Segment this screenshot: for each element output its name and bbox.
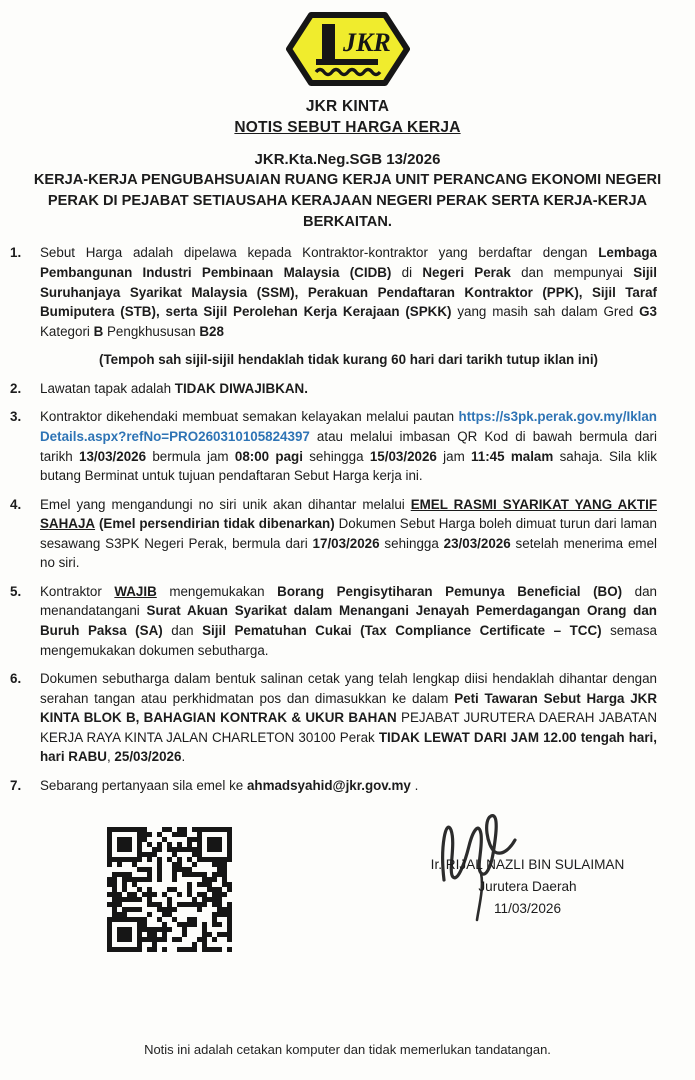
- notice-item: [0, 243, 695, 341]
- hyperlink[interactable]: https://s3pk.perak.gov.my/IklanDetails.aspx?refNo=PRO260310105824397: [40, 409, 657, 444]
- notice-item: [0, 407, 695, 485]
- notice-list: [0, 243, 695, 795]
- item-text: Sebarang pertanyaan sila emel ke ahmadsyahid@jkr.gov.my .: [40, 777, 419, 793]
- organization-name: JKR KINTA: [305, 98, 390, 115]
- project-title: KERJA-KERJA PENGUBAHSUAIAN RUANG KERJA UNIT PERANCANG EKONOMI NEGERI PERAK DI PEJABAT SETIAUSAHA KERAJAAN NEGERI PERAK SERTA KERJA-KERJA BERKAITAN.: [33, 171, 662, 231]
- item-text: Emel yang mengandungi no siri unik akan dihantar melalui EMEL RASMI SYARIKAT YANG AKTIF SAHAJA (Emel persendirian tidak dibenarkan) Dokumen Sebut Harga boleh dimuat turun dari laman sesawang S3PK Negeri Perak, bermula dari 17/03/2026 sehingga 23/03/2026 setelah menerima emel no siri.: [40, 496, 657, 571]
- item-text: Sebut Harga adalah dipelawa kepada Kontraktor-kontraktor yang berdaftar dengan Lembaga Pembangunan Industri Pembinaan Malaysia (CIDB) di Negeri Perak dan mempunyai Sijil Suruhanjaya Syarikat Malaysia (SSM), Perakuan Pendaftaran Kontraktor (PPK), Sijil Taraf Bumiputera (STB), serta Sijil Perolehan Kerja Kerajaan (SPKK) yang masih sah dalam Gred G3 Kategori B Pengkhususan B28: [40, 245, 658, 339]
- notice-item: [0, 776, 695, 796]
- bottom-section: [0, 818, 695, 978]
- signatory-position: Jurutera Daerah: [478, 879, 577, 895]
- jkr-logo-icon: [286, 8, 410, 90]
- item-number: [10, 350, 40, 370]
- qr-code: [107, 827, 232, 952]
- notice-item: [0, 379, 695, 399]
- item-text: (Tempoh sah sijil-sijil hendaklah tidak kurang 60 hari dari tarikh tutup iklan ini): [98, 352, 599, 368]
- notice-note: [0, 350, 695, 370]
- item-number: 1.: [10, 245, 22, 261]
- footer-note: Notis ini adalah cetakan komputer dan tidak memerlukan tandatangan.: [144, 1042, 551, 1057]
- item-text: Dokumen sebutharga dalam bentuk salinan cetak yang telah lengkap diisi hendaklah dihantar dengan serahan tangan atau perkhidmatan pos dan dimasukkan ke dalam Peti Tawaran Sebut Harga JKR KINTA BLOK B, BAHAGIAN KONTRAK & UKUR BAHAN PEJABAT JURUTERA DAERAH JABATAN KERJA RAYA KINTA JALAN CHARLETON 30100 Perak TIDAK LEWAT DARI JAM 12.00 tengah hari, hari RABU, 25/03/2026.: [40, 671, 657, 765]
- item-number: 3.: [10, 409, 22, 425]
- item-text: Lawatan tapak adalah TIDAK DIWAJIBKAN.: [40, 380, 308, 396]
- signatory-name: Ir. RIJAL NAZLI BIN SULAIMAN: [430, 857, 625, 872]
- logo-text: JKR: [342, 28, 391, 57]
- document-type-title: NOTIS SEBUT HARGA KERJA: [234, 118, 461, 136]
- notice-item: [0, 495, 695, 573]
- quotation-reference-number: JKR.Kta.Neg.SGB 13/2026: [254, 150, 441, 168]
- signature-block: [385, 854, 670, 920]
- item-number: 6.: [10, 671, 22, 687]
- item-number: 2.: [10, 380, 22, 396]
- notice-item: [0, 582, 695, 660]
- signature-date: 11/03/2026: [493, 901, 562, 917]
- item-number: 5.: [10, 583, 22, 599]
- item-text: Kontraktor WAJIB mengemukakan Borang Pengisytiharan Pemunya Beneficial (BO) dan menandatangani Surat Akuan Syarikat dalam Menangani Jenayah Pemerdagangan Orang dan Buruh Paksa (SA) dan Sijil Pematuhan Cukai (Tax Compliance Certificate – TCC) semasa mengemukakan dokumen sebutharga.: [40, 583, 657, 658]
- document-header: [0, 0, 695, 137]
- notice-item: [0, 669, 695, 767]
- item-text: Kontraktor dikehendaki membuat semakan kelayakan melalui pautan https://s3pk.perak.gov.my/IklanDetails.aspx?refNo=PRO260310105824397 atau melalui imbasan QR Kod di bawah bermula dari tarikh 13/03/2026 bermula jam 08:00 pagi sehingga 15/03/2026 jam 11:45 malam sahaja. Sila klik butang Berminat untuk tujuan pendaftaran Sebut Harga kerja ini.: [40, 409, 657, 484]
- item-number: 4.: [10, 496, 22, 512]
- item-number: 7.: [10, 777, 22, 793]
